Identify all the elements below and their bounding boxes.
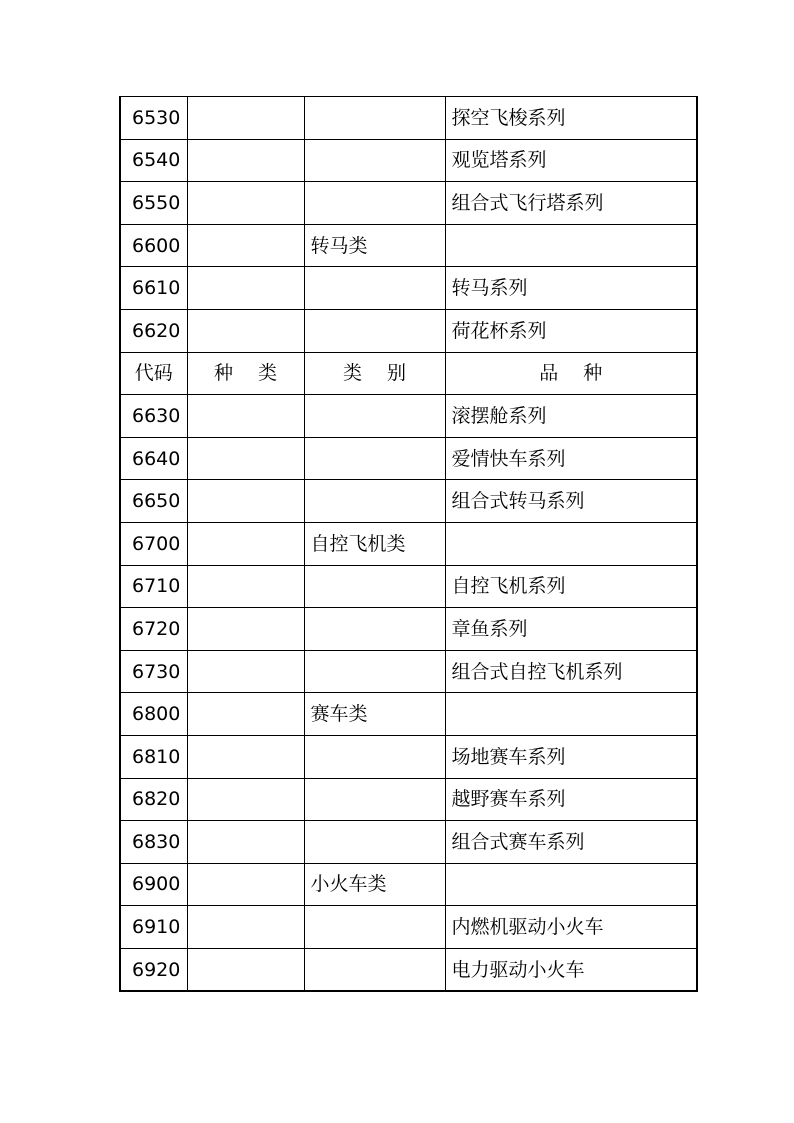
item-cell: 场地赛车系列 — [445, 735, 697, 778]
category-cell — [304, 182, 445, 225]
item-cell: 组合式飞行塔系列 — [445, 182, 697, 225]
item-cell: 组合式自控飞机系列 — [445, 650, 697, 693]
kind-cell — [187, 224, 304, 267]
table-row — [120, 693, 697, 736]
code-cell: 6720 — [120, 608, 187, 651]
kind-cell — [187, 182, 304, 225]
category-cell — [304, 309, 445, 352]
kind-cell — [187, 437, 304, 480]
code-cell: 6610 — [120, 267, 187, 310]
item-cell: 组合式赛车系列 — [445, 821, 697, 864]
table-row — [120, 522, 697, 565]
item-cell: 自控飞机系列 — [445, 565, 697, 608]
header-code-cell: 代码 — [120, 352, 187, 395]
table-row — [120, 650, 697, 693]
category-cell: 小火车类 — [304, 863, 445, 906]
kind-cell — [187, 139, 304, 182]
code-cell: 6730 — [120, 650, 187, 693]
item-cell: 探空飞梭系列 — [445, 97, 697, 140]
code-cell: 6800 — [120, 693, 187, 736]
kind-cell — [187, 650, 304, 693]
kind-cell — [187, 522, 304, 565]
table-row — [120, 821, 697, 864]
classification-table — [119, 96, 698, 992]
kind-cell — [187, 395, 304, 438]
kind-cell — [187, 565, 304, 608]
code-cell: 6540 — [120, 139, 187, 182]
kind-cell — [187, 821, 304, 864]
category-cell — [304, 735, 445, 778]
code-cell: 6920 — [120, 948, 187, 991]
category-cell — [304, 948, 445, 991]
item-cell: 越野赛车系列 — [445, 778, 697, 821]
table-header-row — [120, 352, 697, 395]
item-cell: 电力驱动小火车 — [445, 948, 697, 991]
table-row — [120, 565, 697, 608]
code-cell: 6550 — [120, 182, 187, 225]
code-cell: 6830 — [120, 821, 187, 864]
kind-cell — [187, 735, 304, 778]
category-cell — [304, 778, 445, 821]
category-cell — [304, 139, 445, 182]
item-cell: 荷花杯系列 — [445, 309, 697, 352]
item-cell — [445, 522, 697, 565]
header-category-cell: 类 别 — [304, 352, 445, 395]
code-cell: 6910 — [120, 906, 187, 949]
table-row — [120, 480, 697, 523]
table-row — [120, 97, 697, 140]
table-row — [120, 778, 697, 821]
code-cell: 6620 — [120, 309, 187, 352]
kind-cell — [187, 693, 304, 736]
table-row — [120, 395, 697, 438]
kind-cell — [187, 97, 304, 140]
item-cell: 转马系列 — [445, 267, 697, 310]
item-cell: 观览塔系列 — [445, 139, 697, 182]
kind-cell — [187, 906, 304, 949]
category-cell — [304, 821, 445, 864]
kind-cell — [187, 309, 304, 352]
category-cell — [304, 565, 445, 608]
code-cell: 6700 — [120, 522, 187, 565]
category-cell — [304, 608, 445, 651]
code-cell: 6820 — [120, 778, 187, 821]
table-row — [120, 735, 697, 778]
item-cell: 组合式转马系列 — [445, 480, 697, 523]
header-kind-cell: 种 类 — [187, 352, 304, 395]
kind-cell — [187, 608, 304, 651]
category-cell: 赛车类 — [304, 693, 445, 736]
kind-cell — [187, 863, 304, 906]
category-cell — [304, 906, 445, 949]
header-item-cell: 品 种 — [445, 352, 697, 395]
table-row — [120, 948, 697, 991]
item-cell: 章鱼系列 — [445, 608, 697, 651]
kind-cell — [187, 948, 304, 991]
code-cell: 6530 — [120, 97, 187, 140]
table-row — [120, 608, 697, 651]
category-cell — [304, 395, 445, 438]
item-cell — [445, 693, 697, 736]
code-cell: 6650 — [120, 480, 187, 523]
item-cell — [445, 863, 697, 906]
table-row — [120, 224, 697, 267]
item-cell: 内燃机驱动小火车 — [445, 906, 697, 949]
item-cell — [445, 224, 697, 267]
table-body — [120, 97, 697, 992]
table-row — [120, 139, 697, 182]
category-cell: 自控飞机类 — [304, 522, 445, 565]
kind-cell — [187, 267, 304, 310]
category-cell — [304, 650, 445, 693]
code-cell: 6600 — [120, 224, 187, 267]
table-row — [120, 906, 697, 949]
item-cell: 爱情快车系列 — [445, 437, 697, 480]
table-row — [120, 182, 697, 225]
kind-cell — [187, 778, 304, 821]
table-row — [120, 267, 697, 310]
code-cell: 6810 — [120, 735, 187, 778]
code-cell: 6900 — [120, 863, 187, 906]
table-row — [120, 437, 697, 480]
code-cell: 6640 — [120, 437, 187, 480]
table-row — [120, 309, 697, 352]
kind-cell — [187, 480, 304, 523]
category-cell — [304, 267, 445, 310]
code-cell: 6710 — [120, 565, 187, 608]
table-row — [120, 863, 697, 906]
code-cell: 6630 — [120, 395, 187, 438]
category-cell — [304, 480, 445, 523]
category-cell — [304, 97, 445, 140]
item-cell: 滚摆舱系列 — [445, 395, 697, 438]
category-cell — [304, 437, 445, 480]
category-cell: 转马类 — [304, 224, 445, 267]
